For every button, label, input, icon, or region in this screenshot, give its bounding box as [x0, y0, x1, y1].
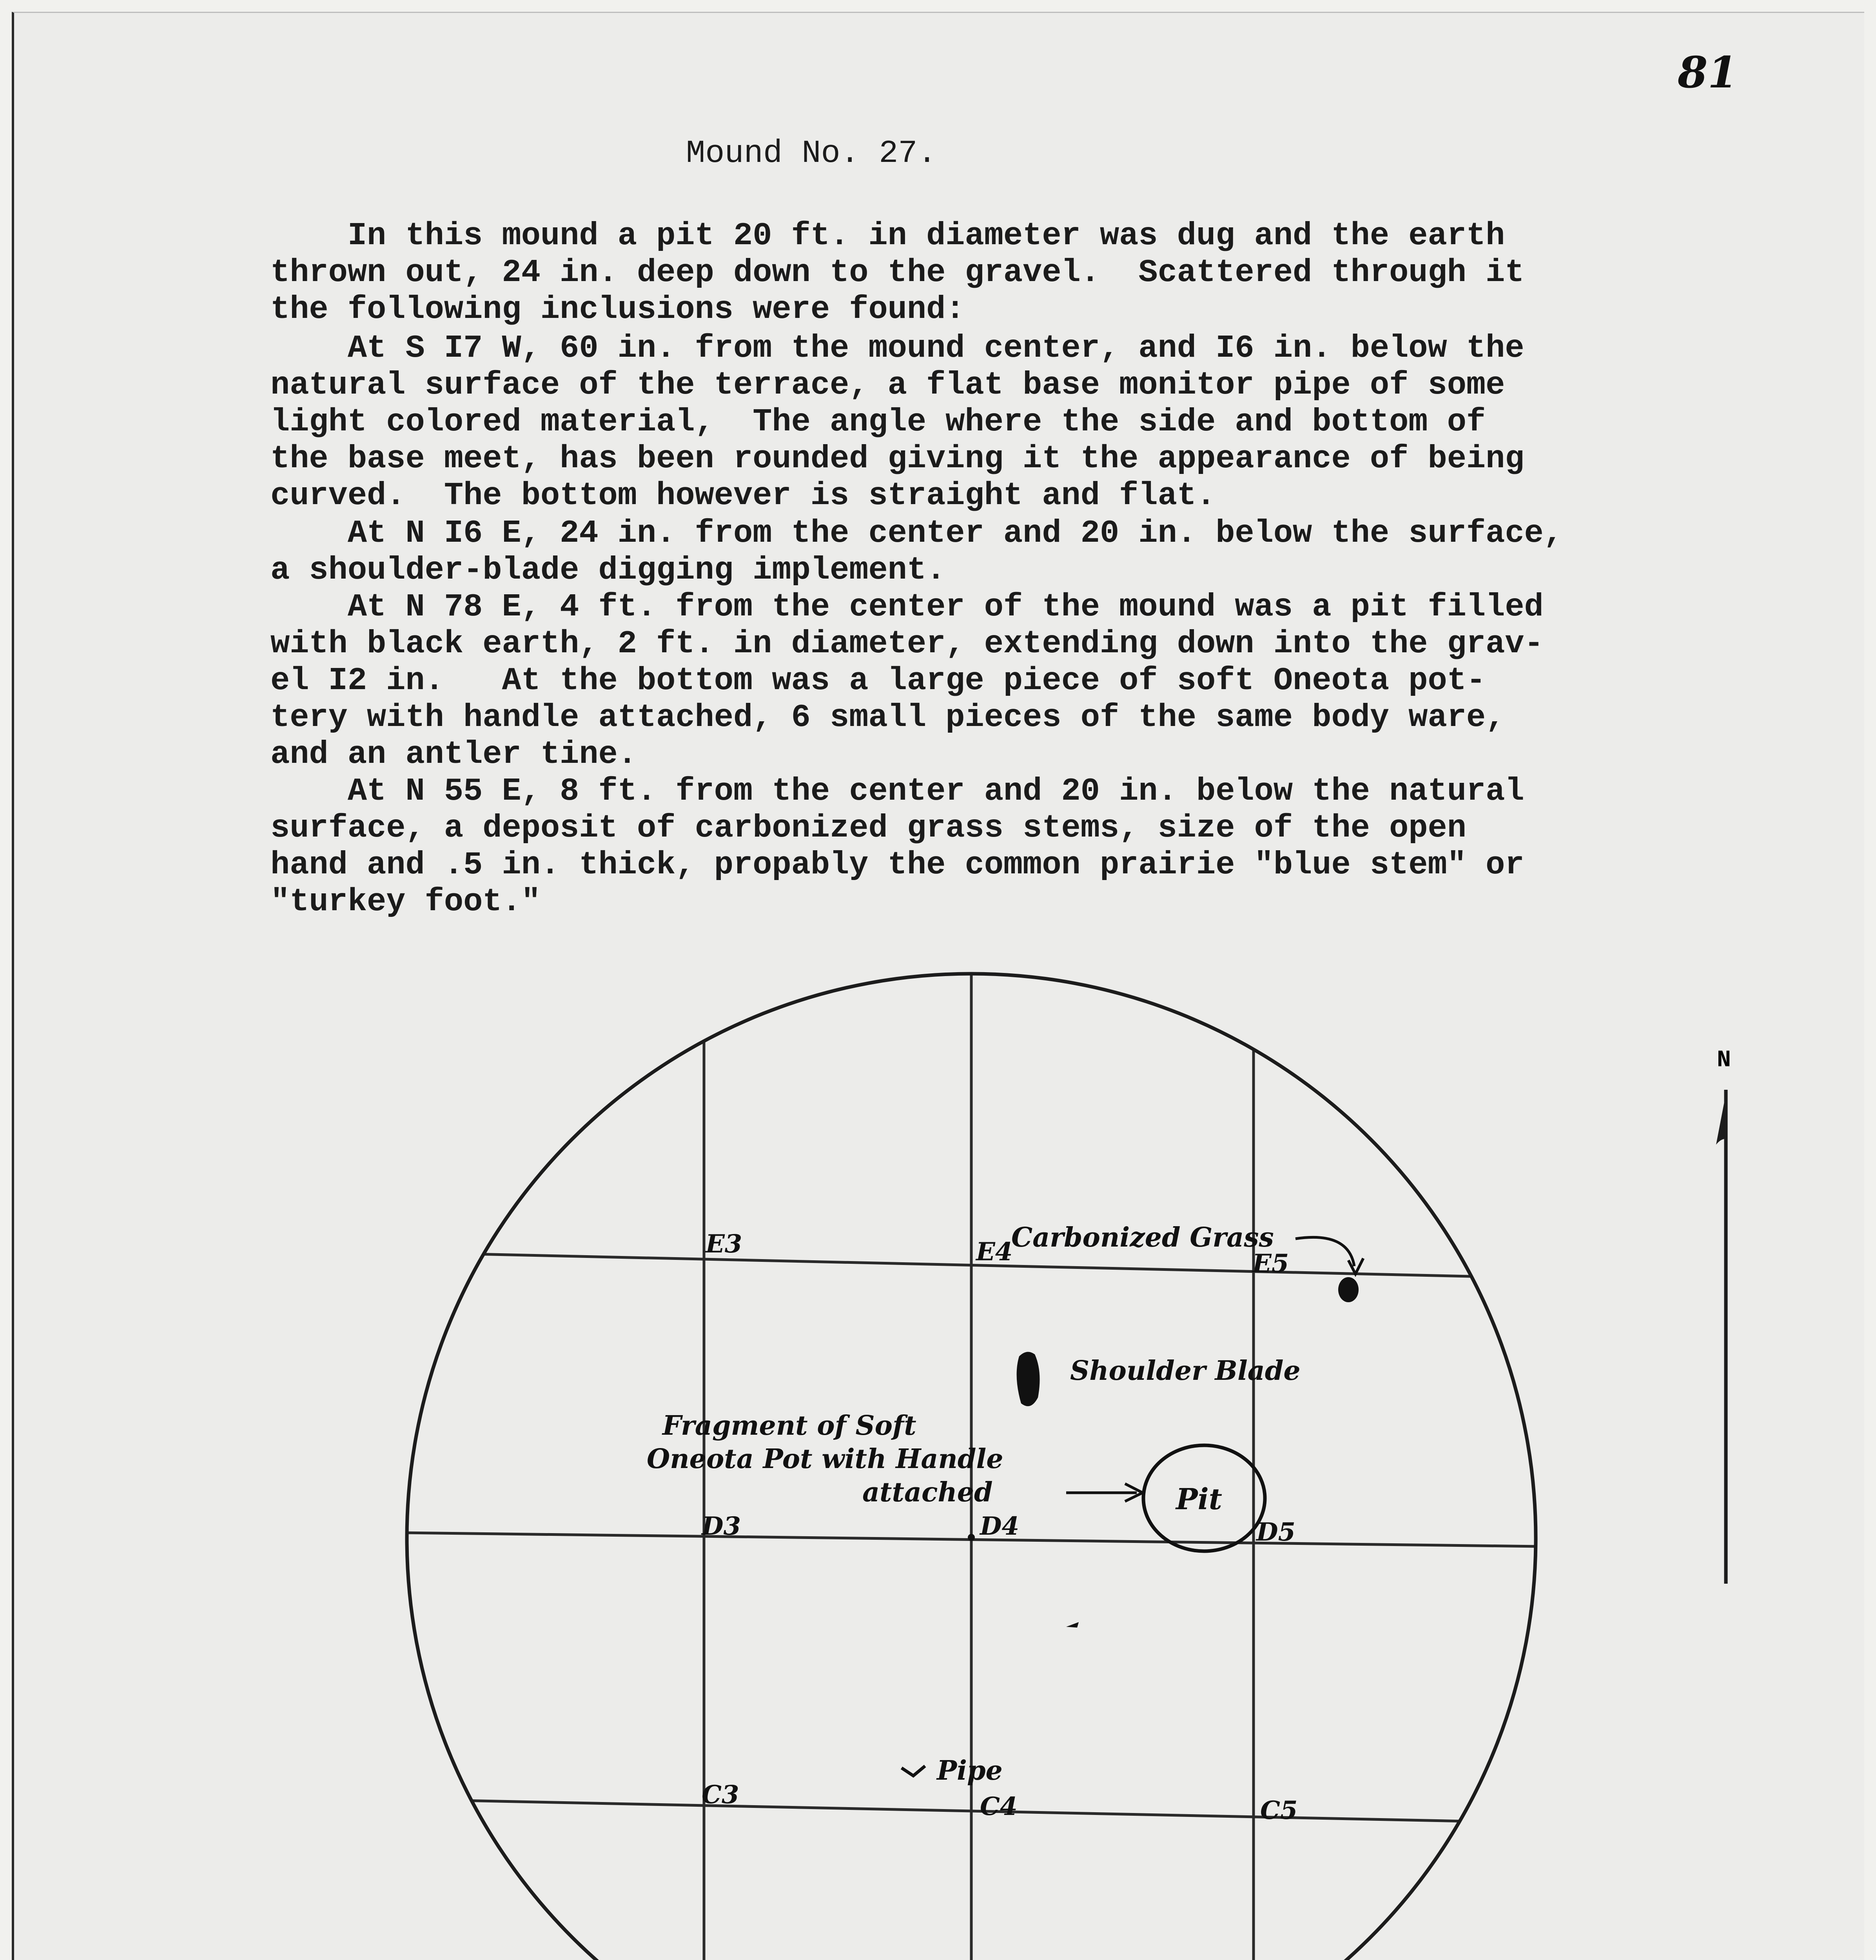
grid-label-e5: E5 [1252, 1249, 1289, 1278]
north-label: N [1717, 1047, 1731, 1074]
label-fragment-line1: Fragment of Soft [662, 1410, 916, 1441]
grid-label-e3: E3 [706, 1229, 742, 1259]
shoulder-blade-mark [1017, 1352, 1040, 1406]
page-title: Mound No. 27. [686, 135, 937, 172]
label-pit: Pit [1176, 1483, 1222, 1516]
label-fragment-line2: Oneota Pot with Handle [647, 1443, 1003, 1475]
grid-label-d5: D5 [1256, 1517, 1296, 1547]
grid-label-e4: E4 [976, 1237, 1013, 1267]
north-arrow [1716, 1090, 1726, 1584]
grid-label-c3: C3 [702, 1780, 739, 1809]
grass-arrow [1295, 1237, 1354, 1266]
paragraph-shoulder-blade: At N I6 E, 24 in. from the center and 20 in. below the surface, a shoulder-blade digging implement. [270, 515, 1563, 588]
paragraph-grass: At N 55 E, 8 ft. from the center and 20 in. below the natural surface, a deposit of carbonized grass stems, size of the open hand and .5 in. thick, propably the common prairie "blue stem" or "turkey foot." [270, 773, 1524, 920]
grid-label-c5: C5 [1260, 1796, 1298, 1825]
grid-label-c4: C4 [980, 1792, 1018, 1821]
paragraph-intro: In this mound a pit 20 ft. in diameter was dug and the earth thrown out, 24 in. deep down to the gravel. Scattered through it the following inclusions were found: [270, 218, 1524, 328]
small-mark [1066, 1622, 1079, 1628]
paragraph-pit: At N 78 E, 4 ft. from the center of the mound was a pit filled with black earth, 2 ft. in diameter, extending down into the grav- el I2 in. At the bottom was a large piece of soft Oneota pot- tery with handle attached, 6 small pieces of the same body ware, and an antler tine. [270, 589, 1544, 773]
label-pipe: Pipe [937, 1755, 1003, 1786]
grid-label-d4: D4 [980, 1512, 1020, 1541]
label-fragment-line3: attached [862, 1477, 993, 1508]
label-carbonized-grass: Carbonized Grass [1011, 1222, 1274, 1253]
page-number: 81 [1678, 47, 1738, 98]
carbonized-grass-mark [1338, 1277, 1359, 1302]
center-dot [968, 1534, 975, 1541]
pipe-mark [902, 1766, 925, 1776]
grid-label-d3: D3 [702, 1512, 741, 1541]
paragraph-pipe: At S I7 W, 60 in. from the mound center, and I6 in. below the natural surface of the terrace, a flat base monitor pipe of some light colored material, The angle where the side and bottom of the base meet, has been rounded giving it the appearance of being curved. The bottom however is straight and flat. [270, 330, 1524, 514]
label-shoulder-blade: Shoulder Blade [1070, 1355, 1301, 1387]
